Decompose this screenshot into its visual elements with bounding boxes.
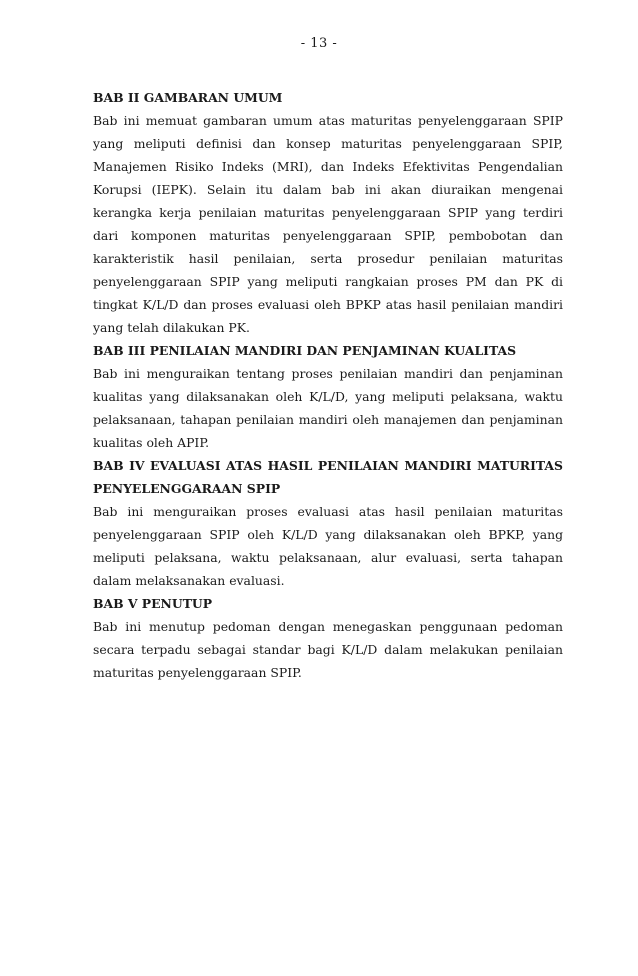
- section-heading: BAB II GAMBARAN UMUM: [93, 90, 283, 105]
- document-body: [93, 86, 563, 684]
- section-paragraph: Bab ini menguraikan proses evaluasi atas hasil penilaian maturitas penyelenggaraan SPIP oleh K/L/D yang dilaksanakan oleh BPKP, yang meliputi pelaksana, waktu pelaksanaan, alur evaluasi, serta tahapan dalam melaksanakan evaluasi.: [93, 504, 563, 588]
- section-paragraph: Bab ini menutup pedoman dengan menegaskan penggunaan pedoman secara terpadu sebagai standar bagi K/L/D dalam melakukan penilaian maturitas penyelenggaraan SPIP.: [93, 619, 563, 680]
- section-bab-ii: [93, 86, 563, 339]
- section-bab-v: [93, 592, 563, 684]
- section-bab-iii: [93, 339, 563, 454]
- section-heading: BAB III PENILAIAN MANDIRI DAN PENJAMINAN KUALITAS: [93, 343, 517, 358]
- section-bab-iv: [93, 454, 563, 592]
- section-paragraph: Bab ini menguraikan tentang proses penilaian mandiri dan penjaminan kualitas yang dilaksanakan oleh K/L/D, yang meliputi pelaksana, waktu pelaksanaan, tahapan penilaian mandiri oleh manajemen dan penjaminan kualitas oleh APIP.: [93, 366, 563, 450]
- section-heading: BAB V PENUTUP: [93, 596, 213, 611]
- section-heading: BAB IV EVALUASI ATAS HASIL PENILAIAN MANDIRI MATURITAS PENYELENGGARAAN SPIP: [93, 458, 563, 496]
- section-paragraph: Bab ini memuat gambaran umum atas maturitas penyelenggaraan SPIP yang meliputi definisi dan konsep maturitas penyelenggaraan SPIP, Manajemen Risiko Indeks (MRI), dan Indeks Efektivitas Pengendalian Korupsi (IEPK). Selain itu dalam bab ini akan diuraikan mengenai kerangka kerja penilaian maturitas penyelenggaraan SPIP yang terdiri dari komponen maturitas penyelenggaraan SPIP, pembobotan dan karakteristik hasil penilaian, serta prosedur penilaian maturitas penyelenggaraan SPIP yang meliputi rangkaian proses PM dan PK di tingkat K/L/D dan proses evaluasi oleh BPKP atas hasil penilaian mandiri yang telah dilakukan PK.: [93, 113, 563, 335]
- page-number: - 13 -: [300, 36, 338, 51]
